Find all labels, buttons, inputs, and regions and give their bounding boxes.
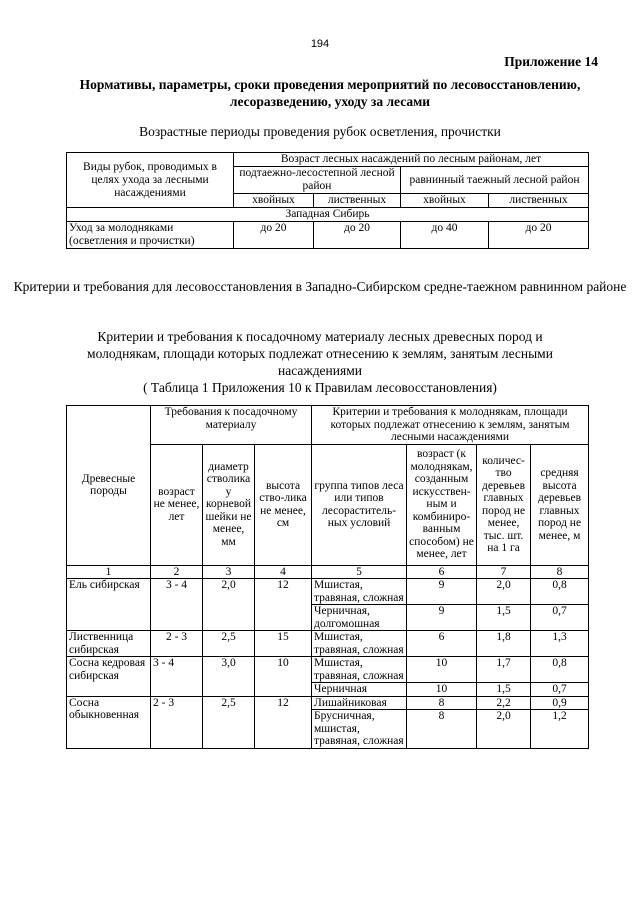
species-cell: Сосна обыкновенная <box>67 696 151 748</box>
appendix-label: Приложение 14 <box>504 54 598 69</box>
table-cell: 2,5 <box>203 696 255 748</box>
table-cell: 0,7 <box>531 605 589 631</box>
header-conifer: хвойных <box>234 194 314 208</box>
document-title: Нормативы, параметры, сроки проведения мероприятий по лесовосстановлению, лесоразведению, уходу за лесами <box>79 77 581 109</box>
table-cell: до 20 <box>234 222 314 249</box>
table-cell: 6 <box>407 631 477 657</box>
header-young-age: возраст (к молоднякам, созданным искусствен-ным и комбиниро-ванным способом) не менее, лет <box>407 444 477 565</box>
table-cell: 2 - 3 <box>151 696 203 748</box>
forest-type-cell: Брусничная, мшистая, травяная, сложная <box>312 710 407 749</box>
header-conifer: хвойных <box>401 194 489 208</box>
header-species: Древесные породы <box>67 406 151 566</box>
header-district-subtaiga: подтаежно-лесостепной лесной район <box>234 167 401 194</box>
header-planting-material: Требования к посадочному материалу <box>151 406 312 445</box>
forest-type-cell: Черничная <box>312 683 407 697</box>
header-young-stands: Критерии и требования к молоднякам, площади которых подлежат отнесению к землям, занятым лесными насаждениями <box>312 406 589 445</box>
table-cell: 10 <box>407 657 477 683</box>
column-number: 5 <box>312 565 407 579</box>
header-forest-type: группа типов леса или типов лесораститель-ных условий <box>312 444 407 565</box>
table-cell: 2,2 <box>477 696 531 710</box>
table-cell: 3 - 4 <box>151 657 203 697</box>
section-title-age-periods: Возрастные периоды проведения рубок осветления, прочистки <box>139 124 501 139</box>
table-cell: 2,0 <box>203 579 255 631</box>
table-cell: 8 <box>407 710 477 749</box>
table-cell: 15 <box>255 631 312 657</box>
header-tree-count: количес-тво деревьев главных пород не менее, тыс. шт. на 1 га <box>477 444 531 565</box>
table-cell: до 20 <box>489 222 589 249</box>
table-cell: 1,5 <box>477 683 531 697</box>
forest-type-cell: Черничная, долгомошная <box>312 605 407 631</box>
table-cell: 1,5 <box>477 605 531 631</box>
table-cell: до 40 <box>401 222 489 249</box>
table-cell: 0,8 <box>531 579 589 605</box>
forest-type-cell: Мшистая, травяная, сложная <box>312 631 407 657</box>
header-district-taiga: равнинный таежный лесной район <box>401 167 589 194</box>
table-cell: 0,8 <box>531 657 589 683</box>
forest-type-cell: Мшистая, травяная, сложная <box>312 657 407 683</box>
table-cell: 10 <box>255 657 312 697</box>
table-cell: 10 <box>407 683 477 697</box>
section-title-planting-material <box>70 328 570 396</box>
column-number: 3 <box>203 565 255 579</box>
column-number-row <box>67 565 589 579</box>
table-row <box>67 657 589 683</box>
table-cell: 3,0 <box>203 657 255 697</box>
table-cell: 12 <box>255 696 312 748</box>
page-number: 194 <box>310 38 330 50</box>
section-reference: ( Таблица 1 Приложения 10 к Правилам лесовосстановления) <box>143 380 497 395</box>
section-title-criteria-text: Критерии и требования для лесовосстановления в Западно-Сибирском средне-таежном равнинном районе <box>13 279 627 294</box>
column-number: 6 <box>407 565 477 579</box>
region-row: Западная Сибирь <box>67 208 589 222</box>
forest-type-cell: Лишайниковая <box>312 696 407 710</box>
table-cell: 3 - 4 <box>151 579 203 631</box>
header-age-group: Возраст лесных насаждений по лесным районам, лет <box>234 153 589 167</box>
column-number: 8 <box>531 565 589 579</box>
table-cell: 0,9 <box>531 696 589 710</box>
species-cell: Сосна кедровая сибирская <box>67 657 151 697</box>
table-cell: 9 <box>407 579 477 605</box>
header-age: возраст не менее, лет <box>151 444 203 565</box>
table-cell: 12 <box>255 579 312 631</box>
header-deciduous: лиственных <box>489 194 589 208</box>
table-row <box>67 696 589 710</box>
table-cell: 1,2 <box>531 710 589 749</box>
column-number: 7 <box>477 565 531 579</box>
table-cell: до 20 <box>314 222 401 249</box>
header-cut-types: Виды рубок, проводимых в целях ухода за лесными насаждениями <box>67 153 234 208</box>
species-cell: Лиственница сибирская <box>67 631 151 657</box>
header-deciduous: лиственных <box>314 194 401 208</box>
column-number: 1 <box>67 565 151 579</box>
table-row <box>67 579 589 605</box>
forest-type-cell: Мшистая, травяная, сложная <box>312 579 407 605</box>
planting-criteria-table <box>66 405 589 749</box>
table-cell: 0,7 <box>531 683 589 697</box>
table-row <box>67 631 589 657</box>
table-cell: 2,0 <box>477 579 531 605</box>
age-periods-table <box>66 152 589 249</box>
column-number: 4 <box>255 565 312 579</box>
species-cell: Ель сибирская <box>67 579 151 631</box>
header-height: высота ство-лика не менее, см <box>255 444 312 565</box>
table-cell: 1,3 <box>531 631 589 657</box>
table-cell: 2,0 <box>477 710 531 749</box>
row-label: Уход за молодняками (осветления и прочистки) <box>67 222 234 249</box>
table-cell: 2 - 3 <box>151 631 203 657</box>
table-cell: 8 <box>407 696 477 710</box>
header-average-height: средняя высота деревьев главных пород не менее, м <box>531 444 589 565</box>
table-cell: 1,8 <box>477 631 531 657</box>
header-diameter: диаметр стволика у корневой шейки не менее, мм <box>203 444 255 565</box>
table-cell: 1,7 <box>477 657 531 683</box>
table-cell: 9 <box>407 605 477 631</box>
column-number: 2 <box>151 565 203 579</box>
table-cell: 2,5 <box>203 631 255 657</box>
section-title-criteria <box>0 278 640 295</box>
section-title-planting-text: Критерии и требования к посадочному материалу лесных древесных пород и молоднякам, площади которых подлежат отнесению к землям, занятым лесными насаждениями <box>87 329 553 378</box>
